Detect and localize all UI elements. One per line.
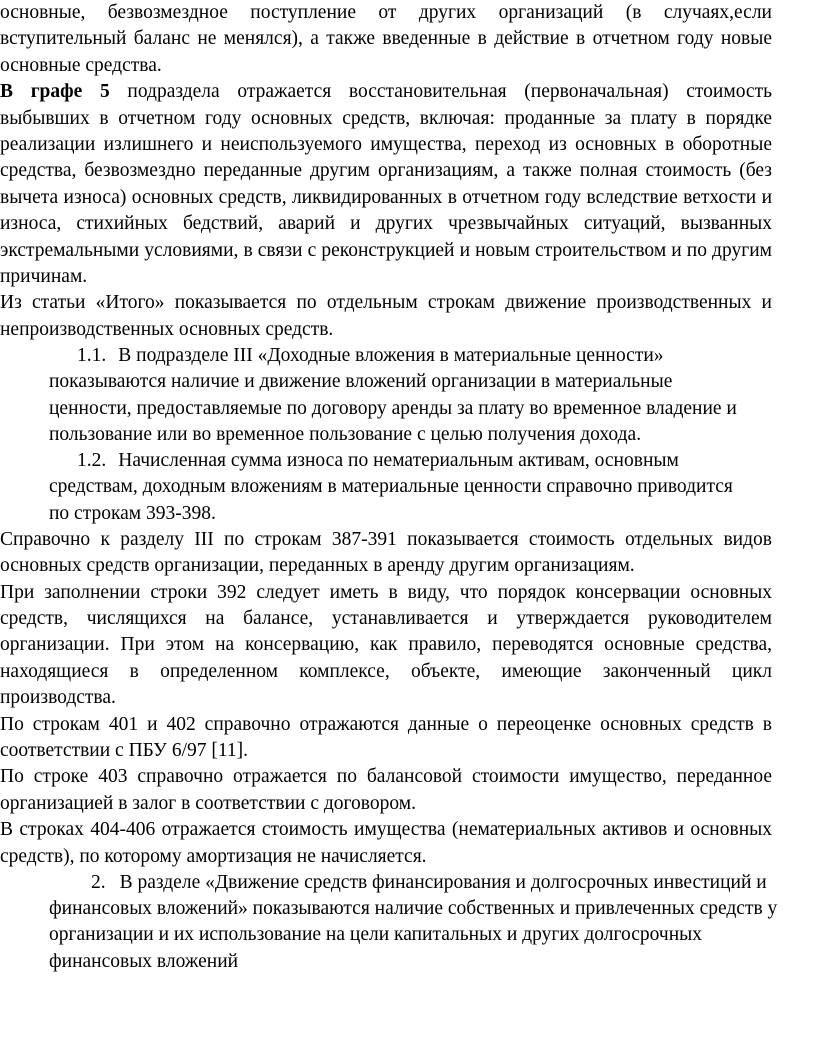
list-item-2 — [0, 870, 816, 975]
list-item-text: В разделе «Движение средств финансирования и долгосрочных инвестиций и финансовых вложений» показываются наличие собственных и привлеченных средств у организации и их использование на цели капитальных и других долгосрочных финансовых вложений — [49, 871, 778, 972]
list-number: 1.2. — [77, 450, 107, 472]
list-number: 2. — [91, 871, 106, 893]
list-number: 1.1. — [77, 345, 107, 367]
paragraph-rows-401-402: По строкам 401 и 402 справочно отражаются данные о переоценке основных средств в соответствии с ПБУ 6/97 [11]. — [0, 713, 772, 761]
list-item-text: Начисленная сумма износа по нематериальным активам, основным средствам, доходным вложениям в материальные ценности справочно приводится по строкам 393-398. — [49, 450, 733, 524]
column-5-text: подраздела отражается восстановительная (первоначальная) стоимость выбывших в отчетном году основных средств, включая: проданные за плату в порядке реализации излишнего и неиспользуемого имущества, переход из основных в оборотные средства, безвозмездно переданные другим организациям, а также полная стоимость (без вычета износа) основных средств, ликвидированных в отчетном году вследствие ветхости и износа, стихийных бедствий, аварий и других чрезвычайных ситуаций, вызванных экстремальными условиями, в связи с реконструкцией и новым строительством и по другим причинам. — [0, 81, 773, 288]
paragraph-rows-387-391: Справочно к разделу III по строкам 387-391 показывается стоимость отдельных видов основных средств организации, переданных в аренду другим организациям. — [0, 528, 772, 577]
list-item-1-1 — [0, 343, 816, 448]
list-item-text: В подразделе III «Доходные вложения в материальные ценности» показываются наличие и движение вложений организации в материальные ценности, предоставляемые по договору аренды за плату во временное владение и пользование или во временное пользование с целью получения дохода. — [49, 345, 737, 445]
paragraph-rows-404-406: В строках 404-406 отражается стоимость имущества (нематериальных активов и основных средств), по которому амортизация не начисляется. — [0, 819, 772, 867]
paragraph-intro: основные, безвозмездное поступление от других организаций (в случаях,если вступительный баланс не менялся), а также введенные в действие в отчетном году новые основные средства. — [0, 2, 772, 76]
paragraph-total: Из статьи «Итого» показывается по отдельным строкам движение производственных и непроизводственных основных средств. — [0, 292, 772, 340]
paragraph-column-5 — [0, 79, 816, 290]
column-5-bold-label: В графе 5 — [0, 81, 110, 103]
list-item-1-2 — [0, 448, 816, 527]
paragraph-row-403: По строке 403 справочно отражается по балансовой стоимости имущество, переданное организацией в залог в соответствии с договором. — [0, 766, 772, 814]
paragraph-row-392: При заполнении строки 392 следует иметь в виду, что порядок консервации основных средств, числящихся на балансе, устанавливается и утверждается руководителем организации. При этом на консервацию, как правило, переводятся основные средства, находящиеся в определенном комплексе, объекте, имеющие законченный цикл производства. — [0, 581, 772, 709]
